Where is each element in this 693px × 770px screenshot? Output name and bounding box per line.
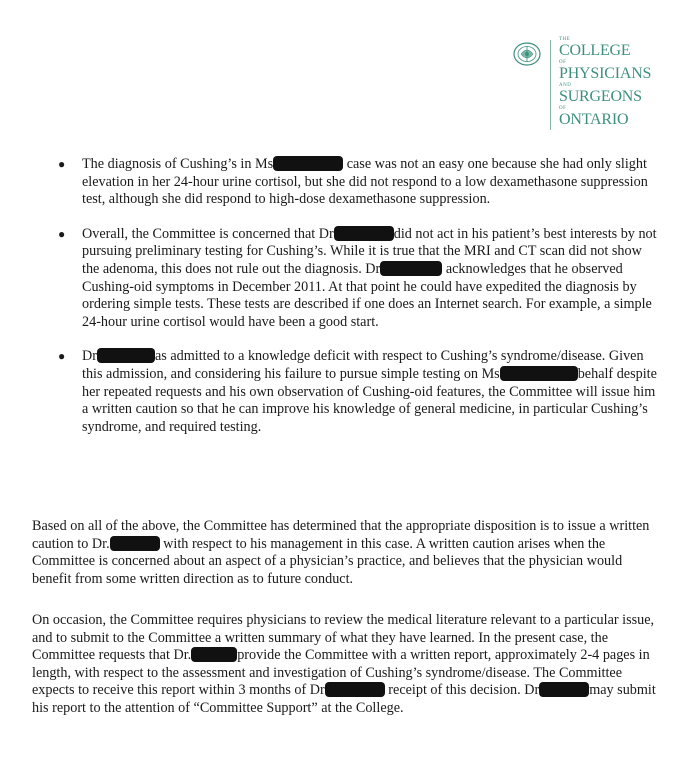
bullet-dot: ● [58, 349, 66, 364]
text-segment: as admitted to a knowledge deficit with respect to Cushing’s syndrome/disease. Given this admission, and considering his failure to pursue simple testing on Ms [82, 348, 644, 382]
bullet-dot: ● [58, 157, 66, 171]
paragraph-disposition [32, 518, 662, 588]
redaction-mark [273, 156, 343, 171]
letterhead-small-3: AND [559, 83, 572, 88]
redaction-mark [110, 536, 160, 551]
letterhead [512, 36, 662, 136]
text-segment: On occasion, the Committee requires physicians to review the medical literature relevant to a particular issue, and to submit to the Committee a written summary of what they have learned. In the present case, the Committee requests that Dr. [32, 612, 655, 664]
text-segment: did not act in his patient’s best interests by not pursuing preliminary testing for Cushing’s. While it is true that the MRI and CT scan did not show the adenoma, this does not rule out the diagnosis. Dr [82, 225, 657, 277]
text-segment: Overall, the Committee is concerned that Dr [82, 225, 334, 242]
redaction-mark [500, 366, 578, 381]
text-segment: provide the Committee with a written report, approximately 2-4 pages in length, with respect to the assessment and investigation of Cushing’s syndrome/disease. The Committee expects to receive this report within 3 months of Dr [32, 647, 650, 699]
college-seal-icon [512, 40, 542, 68]
letterhead-line-physicians: PHYSICIANS [559, 65, 652, 82]
text-segment: case was not an easy one because she had only slight elevation in her 24-hour urine cortisol, but she did not respond to a low dexamethasone suppression test, although she did respond to high-dose dexamethasone suppression. [82, 156, 648, 208]
bullet-item [58, 226, 658, 332]
redaction-mark [334, 226, 394, 241]
letterhead-rule [550, 40, 551, 130]
paragraph-report-request [32, 612, 662, 718]
redaction-mark [380, 261, 442, 276]
letterhead-small-4: OF [559, 106, 567, 111]
letterhead-line-college: COLLEGE [559, 42, 631, 59]
bullet-item [58, 156, 658, 209]
letterhead-small-2: OF [559, 60, 567, 65]
redaction-mark [325, 682, 385, 697]
letterhead-line-surgeons: SURGEONS [559, 88, 642, 105]
letterhead-small-1: THE [559, 37, 571, 42]
bullet-dot: ● [58, 226, 66, 241]
bullet-list [58, 156, 658, 436]
text-segment: receipt of this decision. Dr [384, 682, 540, 699]
redaction-mark [191, 647, 237, 662]
letterhead-wordmark [559, 36, 651, 128]
text-segment: behalf despite her repeated requests and his own observation of Cushing-oid features, the Committee will issue him a written caution so that he can improve his knowledge of general medicine, in particular Cushing’s syndrome, and required testing. [82, 365, 657, 435]
text-segment: with respect to his management in this case. A written caution arises when the Committee is concerned about an aspect of a physician’s practice, and believes that the physician would benefit from some written direction as to future conduct. [32, 535, 623, 587]
text-segment: The diagnosis of Cushing’s in Ms [82, 156, 274, 172]
text-segment: acknowledges that he observed Cushing-oid symptoms in December 2011. At that point he could have expedited the diagnosis by ordering simple tests. These tests are described if one does an Internet search. For example, a simple 24-hour urine cortisol would have been a good start. [82, 260, 652, 330]
letterhead-line-ontario: ONTARIO [559, 111, 629, 128]
bullet-item [58, 348, 658, 436]
text-segment: may submit his report to the attention of “Committee Support” at the College. [32, 682, 656, 716]
text-segment: Based on all of the above, the Committee has determined that the appropriate disposition is to issue a written caution to Dr. [32, 518, 650, 552]
redaction-mark [539, 682, 589, 697]
redaction-mark [97, 348, 155, 363]
text-segment: Dr [82, 348, 97, 365]
